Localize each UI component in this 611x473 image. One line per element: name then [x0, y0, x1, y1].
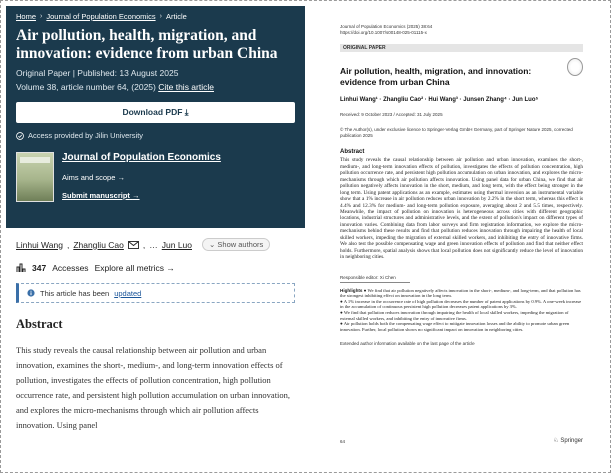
pdf-highlights-label: Highlights	[340, 287, 363, 293]
bullet-icon: ●	[340, 321, 343, 327]
bullet-icon: ●	[340, 298, 343, 304]
pdf-authors: Linhui Wang¹ · Zhangliu Cao² · Hui Wang³ · Junsen Zhang⁴ · Jun Luo⁵	[340, 97, 539, 103]
download-label: Download PDF	[122, 107, 183, 117]
journal-info	[62, 152, 295, 209]
pdf-highlight-item: We find that pollution reduces innovation through impairing the health of local skilled workers, impeding the migration of external skilled workers, and inhibiting the entry of innovative firms.	[340, 310, 569, 321]
journal-name-link[interactable]: Journal of Population Economics	[62, 152, 221, 163]
aims-scope-link[interactable]	[62, 173, 295, 182]
pdf-abstract-body: This study reveals the causal relationship between air pollution and urban innovation, examines the short-, medium-, and long-term innovation effects of pollution, investigates the effects of pollution concentration, high pollution occurrence rate, and persistent high pollution accumulation on urban innovation, and explores the micro-mechanisms through which air pollution affects innovation. Using panel data for urban China, we find that air pollution negatively affects innovation in the short, medium, and long term, with the effect being stronger in the long term. Using patent applications as an example, estimates using thermal inversion as an instrumental variable show that a 1% increase in air pollution reduces urban innovation by 2.2% in the short term, whereas this effect is 4.4% and 12.3% for medium- and long-term pollution exposure, averaging about 2 and 5.5 times, respectively. Meanwhile, the impact of pollution on innovation is heterogeneous across cities with different geographic locations, industrial structures and administrative levels, and the extent of pollution's impact on different types of innovation varies. Combining data from labor surveys and firm registration information, we explore the micro-mechanisms behind these results and find that pollution reduces innovation through impairing the health of local skilled workers, impeding the migration of external skilled workers, and inhibiting the entry of innovative firms. We also test the possible compensating wage and green innovation effects of pollution and find that neither effect holds. Furthermore, spatial analysis shows that local pollution does not significantly reduce the level of innovation in neighboring cities.	[340, 157, 583, 261]
breadcrumb-home[interactable]: Home	[16, 11, 37, 21]
article-volume-row	[16, 82, 295, 92]
metrics-row	[6, 263, 305, 273]
author-link[interactable]: Jun Luo	[161, 239, 192, 250]
chevron-down-icon: ⌄	[209, 240, 216, 249]
bullet-icon: ●	[340, 310, 343, 316]
pdf-title: Air pollution, health, migration, and innovation: evidence from urban China	[340, 66, 532, 87]
pdf-page-number: 64	[340, 439, 346, 444]
submit-label: Submit manuscript	[62, 191, 130, 200]
update-notice	[16, 283, 295, 303]
pdf-highlight-item: We find that air pollution negatively affects innovation in the short-, medium-, and long-term, and that pollution has the strongest inhibiting effect on innovation in the long term.	[340, 287, 581, 299]
chevron-right-icon: ›	[159, 12, 162, 20]
pdf-preview	[316, 10, 607, 468]
authors-ellipsis: …	[149, 239, 158, 250]
access-text: Access provided by Jilin University	[28, 131, 144, 140]
article-page	[6, 6, 305, 467]
accesses-icon	[16, 263, 26, 273]
mail-icon[interactable]	[128, 241, 139, 249]
update-text: This article has been	[40, 288, 110, 298]
pdf-highlight-item: Air pollution holds both the compensating wage effect to mitigate innovation losses and the ability to promote urban green innovation. Further, local pollution shows no significant impact on innovation in neighboring cities.	[340, 321, 570, 332]
pdf-editor: Responsible editor: Xi Chen	[340, 275, 410, 283]
pdf-doi-line[interactable]: https://doi.org/10.1007/s00148-025-01115-x	[340, 30, 427, 35]
pdf-highlights	[340, 288, 583, 333]
page-title: Air pollution, health, migration, and innovation: evidence from urban China	[16, 27, 278, 62]
show-authors-button[interactable]	[202, 238, 270, 251]
author-link[interactable]: Linhui Wang	[16, 239, 63, 250]
breadcrumb-current: Article	[165, 11, 187, 21]
journal-cover-image[interactable]	[16, 152, 54, 202]
bullet-icon: ●	[363, 287, 367, 293]
pdf-abstract-heading: Abstract	[340, 149, 365, 156]
info-icon	[27, 289, 35, 297]
explore-metrics-label: Explore all metrics	[94, 263, 164, 273]
show-authors-label: Show authors	[217, 240, 264, 249]
arrow-right-icon: →	[117, 173, 125, 182]
pdf-journal-line: Journal of Population Economics (2025) 38:64	[340, 24, 433, 29]
published-date: Published: 13 August 2025	[77, 68, 179, 78]
explore-metrics-link[interactable]	[95, 263, 175, 273]
download-pdf-button[interactable]	[16, 102, 295, 123]
aims-scope-label: Aims and scope	[62, 173, 116, 182]
journal-links	[62, 173, 295, 200]
author-sep: ,	[142, 239, 146, 250]
volume-info: Volume 38, article number 64, (2025)	[16, 82, 156, 92]
meta-separator: |	[72, 68, 78, 78]
breadcrumb-journal[interactable]: Journal of Population Economics	[46, 11, 156, 21]
pdf-section-band: ORIGINAL PAPER	[340, 44, 583, 52]
author-list	[6, 238, 305, 251]
author-sep: ,	[66, 239, 70, 250]
accesses-count: 347	[32, 263, 47, 273]
arrow-right-icon: →	[132, 191, 140, 200]
accesses-label: Accesses	[52, 263, 89, 273]
article-meta	[16, 68, 295, 78]
breadcrumb	[16, 10, 295, 22]
check-circle-icon	[16, 132, 24, 140]
pdf-received: Received: 9 October 2023 / Accepted: 31 July 2025	[340, 112, 443, 117]
abstract-heading: Abstract	[16, 317, 63, 331]
updated-link[interactable]: updated	[114, 288, 142, 298]
article-type: Original Paper	[16, 68, 71, 78]
pdf-copyright: © The Author(s), under exclusive licence to Springer-Verlag GmbH Germany, part of Springer Nature 2025, corrected publication 2025	[340, 126, 573, 138]
download-icon: ⤓	[184, 107, 189, 117]
check-for-updates-icon[interactable]	[567, 58, 583, 76]
pdf-highlight-item: A 1% increase in the occurrence rate of high pollution decreases the number of patent applications by 0.9%. A one-week increase in the accumulation of continuous persistent high pollution decreases patent applications by 3%.	[340, 298, 582, 310]
access-info	[16, 131, 295, 140]
springer-logo	[553, 437, 583, 444]
article-header	[6, 6, 305, 228]
springer-horse-icon: ♘	[553, 438, 559, 444]
chevron-right-icon: ›	[40, 12, 43, 20]
journal-box	[16, 152, 295, 209]
arrow-right-icon: →	[166, 263, 175, 273]
springer-label: Springer	[560, 438, 583, 444]
pdf-footnote: Extended author information available on the last page of the article	[340, 341, 475, 347]
abstract-text: This study reveals the causal relationship between air pollution and urban innovation, examines the short-, medium-, and long-term innovation effects of pollution, investigates the effects of pollution concentration, high pollution occurrence rate, and persistent high pollution accumulation on urban innovation, and explores the micro-mechanisms through which air pollution affects innovation. Using panel	[16, 345, 291, 430]
author-link[interactable]: Zhangliu Cao	[73, 239, 124, 250]
cite-link[interactable]: Cite this article	[158, 82, 214, 92]
submit-manuscript-link[interactable]	[62, 191, 295, 200]
